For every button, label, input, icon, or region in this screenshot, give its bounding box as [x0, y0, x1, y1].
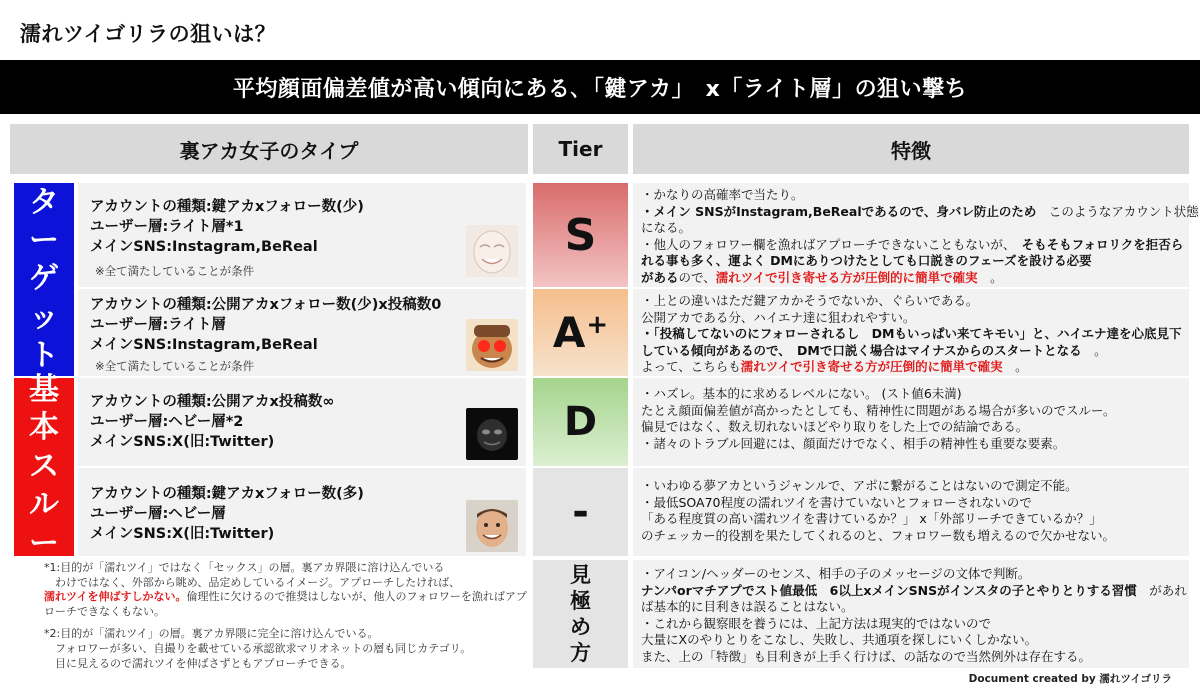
footnote-line: 目に見えるので濡れツイを伸ばさずともアプローチできる。	[44, 656, 352, 670]
tier-badge-a-plus	[533, 289, 628, 376]
side-char: ッ	[29, 299, 59, 335]
footnote-line: わけではなく、外部から眺め、品定めしているイメージ。アプローチしたければ、	[44, 575, 461, 589]
feature-line: ・上との違いはただ鍵アカかそうでないか、ぐらいである。	[641, 293, 979, 308]
account-info	[90, 392, 334, 452]
features-cell-d	[633, 378, 1189, 466]
side-char: ル	[29, 487, 59, 523]
feature-line: ・最低SOA70程度の濡れツイを書けていないとフォローされないので	[641, 494, 1032, 510]
account-kind: アカウントの種類:公開アカxフォロー数(少)x投稿数0	[90, 297, 442, 313]
features-cell-dash	[633, 468, 1189, 556]
tier-char: 見	[570, 562, 591, 587]
user-tier: ユーザー層:ヘビー層*2	[90, 414, 244, 430]
tier-char: め	[570, 615, 591, 639]
tier-char: 極	[570, 588, 591, 613]
face-thumbnail-pale	[466, 225, 518, 277]
tier-label-how-to-judge	[533, 560, 628, 668]
column-header-type: 裏アカ女子のタイプ	[10, 124, 528, 174]
tier-badge-d: D	[533, 378, 628, 466]
condition-note: ※全て満たしていることが条件	[95, 264, 255, 278]
tier-char: 方	[570, 641, 591, 666]
feature-line: になる。	[641, 220, 692, 236]
tier-letter: A	[552, 308, 586, 357]
footnote-line: 濡れツイを伸ばすしかない。倫理性に欠けるので推奨はしないが、他人のフォロワーを漁ればアプ	[44, 590, 527, 604]
feature-line: のチェッカー的役割を果たしてくれるのと、フォロワー数も増えるので欠かせない。	[641, 527, 1116, 543]
feature-line: ・いわゆる夢アカというジャンルで、アポに繋がることはないので測定不能。	[641, 478, 1078, 493]
side-label-skip	[14, 372, 74, 561]
feature-line: 大量にXのやりとりをこなし、失敗し、共通項を探しにいくしかない。	[641, 632, 1038, 648]
page-title: 濡れツイゴリラの狙いは？	[20, 22, 277, 46]
user-tier: ユーザー層:ライト層*1	[90, 219, 244, 235]
user-tier: ユーザー層:ヘビー層	[90, 506, 226, 522]
column-header-features: 特徴	[633, 124, 1189, 174]
side-char: 基	[29, 372, 59, 408]
side-char: ト	[29, 338, 59, 374]
account-kind: アカウントの種類:公開アカx投稿数∞	[90, 394, 335, 410]
feature-line: また、上の「特徴」も目利きが上手く行けば、の話なので当然例外は存在する。	[641, 648, 1092, 664]
headline-banner: 平均顔面偏差値が高い傾向にある､「鍵アカ」 x「ライト層」の狙い撃ち	[0, 60, 1200, 114]
account-kind: アカウントの種類:鍵アカxフォロー数(多)	[90, 486, 364, 502]
face-thumbnail-red-eyes	[466, 319, 518, 371]
features-cell-a	[633, 289, 1189, 376]
feature-line: があるので、濡れツイで引き寄せる方が圧倒的に簡単で確実 。	[641, 269, 1003, 285]
feature-line: ナンパorマチアプでスト値最低 6以上xメインSNSがインスタの子とやりとりする習慣 があれ	[641, 582, 1187, 598]
footnote-line: ローチできなくもない。	[44, 604, 165, 618]
side-char: ゲ	[29, 261, 59, 297]
account-type-row-s	[78, 183, 526, 287]
account-kind: アカウントの種類:鍵アカxフォロー数(少)	[90, 199, 364, 215]
footnote-line: *2:目的が「濡れツイ」の層。裏アカ界隈に完全に溶け込んでいる。	[44, 627, 379, 641]
side-char: タ	[29, 184, 59, 220]
condition-note: ※全て満たしていることが条件	[95, 359, 255, 373]
document-credit: Document created by 濡れツイゴリラ	[968, 673, 1172, 685]
main-sns: メインSNS:X(旧:Twitter)	[90, 434, 275, 450]
feature-line: ・メイン SNSがInstagram,BeRealであるので、身バレ防止のため このようなアカウント状態	[641, 203, 1199, 219]
footnote-line: *1:目的が「濡れツイ」ではなく「セックス」の層。裏アカ界隈に溶け込んでいる	[44, 561, 445, 574]
side-char: ー	[29, 525, 59, 561]
side-char: ー	[29, 222, 59, 258]
footnote-line: フォロワーが多い、自撮りを載せている承認欲求マリオネットの層も同じカテゴリ。	[44, 641, 472, 655]
account-type-row-d	[78, 378, 526, 466]
feature-line: ば基本的に目利きは誤ることはない。	[641, 599, 854, 615]
feature-line: ・アイコン/ヘッダーのセンス、相手の子のメッセージの文体で判断。	[641, 566, 1031, 581]
tier-badge-dash: -	[533, 468, 628, 556]
feature-line: している傾向があるので、 DMで口説く場合はマイナスからのスタートとなる 。	[641, 342, 1107, 358]
features-cell-s	[633, 183, 1199, 287]
side-char: ス	[29, 448, 59, 484]
side-label-target	[14, 183, 74, 376]
feature-line: ・ハズレ。基本的に求めるレベルにない。 (スト値6未満)	[641, 386, 962, 401]
feature-line: ・これから観察眼を養うには、上記方法は現実的ではないので	[641, 615, 992, 631]
face-thumbnail-dark	[466, 408, 518, 460]
tier-plus: +	[586, 309, 609, 340]
column-header-tier: Tier	[533, 124, 628, 174]
main-sns: メインSNS:Instagram,BeReal	[90, 239, 318, 255]
face-thumbnail-smiling-man	[466, 500, 518, 552]
account-type-row-dash	[78, 468, 526, 556]
main-sns: メインSNS:Instagram,BeReal	[90, 337, 318, 353]
feature-line: ・諸々のトラブル回避には、顔面だけでなく、相手の精神性も重要な要素。	[641, 435, 1066, 451]
user-tier: ユーザー層:ライト層	[90, 317, 226, 333]
feature-line: ・他人のフォロワー欄を漁ればアプローチできないこともないが、 そもそもフォロリクを拒否ら	[641, 236, 1184, 252]
footnotes	[44, 561, 529, 671]
feature-line: たとえ顔面偏差値が高かったとしても、精神性に問題がある場合が多いのでスルー。	[641, 402, 1116, 418]
account-info	[90, 484, 364, 544]
feature-line: ・かなりの高確率で当たり。	[641, 187, 804, 202]
feature-line: れる事も多く、運よく DMにありつけたとしても口説きのフェーズを設ける必要	[641, 253, 1092, 269]
feature-line: よって、こちらも濡れツイで引き寄せる方が圧倒的に簡単で確実 。	[641, 359, 1028, 375]
tier-badge-s: S	[533, 183, 628, 287]
side-char: 本	[29, 410, 59, 446]
account-type-row-a	[78, 289, 526, 376]
account-info	[90, 197, 364, 257]
feature-line: ・「投稿してないのにフォローされるし DMもいっぱい来てキモい」と、ハイエナ達を心底見下	[641, 326, 1182, 342]
feature-line: 偏見ではなく、数え切れないほどやり取りをした上での結論である。	[641, 419, 1029, 435]
account-info	[90, 295, 441, 355]
feature-line: 公開アカである分、ハイエナ達に狙われやすい。	[641, 309, 916, 325]
feature-line: 「ある程度質の高い濡れツイを書けているか？」 x「外部リーチできているか？」	[641, 511, 1102, 527]
features-cell-how-to-judge	[633, 560, 1189, 668]
main-sns: メインSNS:X(旧:Twitter)	[90, 526, 275, 542]
